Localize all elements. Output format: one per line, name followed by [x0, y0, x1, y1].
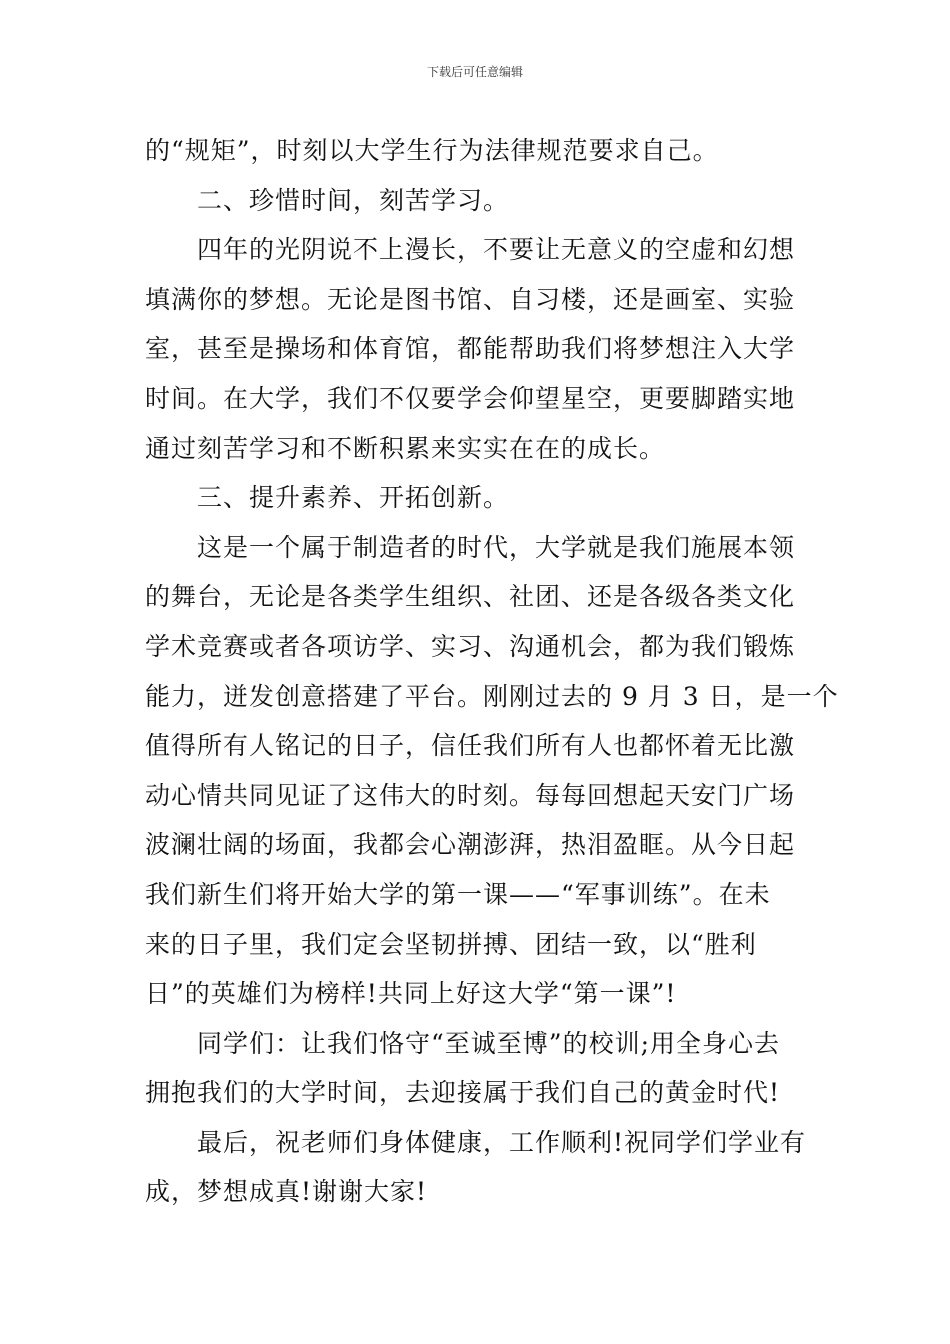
page-header-note: 下载后可任意编辑 — [426, 65, 523, 79]
text-line: 的舞台，无论是各类学生组织、社团、还是各级各类文化 — [145, 582, 796, 612]
text-line: 通过刻苦学习和不断积累来实实在在的成长。 — [145, 433, 666, 463]
text-line: 来的日子里，我们定会坚韧拼搏、团结一致，以“胜利 — [145, 929, 757, 959]
text-line: 我们新生们将开始大学的第一课——“军事训练”。在未 — [145, 879, 771, 909]
text-line: 室，甚至是操场和体育馆，都能帮助我们将梦想注入大学 — [145, 334, 796, 364]
text-line: 拥抱我们的大学时间，去迎接属于我们自己的黄金时代! — [145, 1078, 781, 1108]
text-line: 这是一个属于制造者的时代，大学就是我们施展本领 — [197, 532, 796, 562]
text-line: 动心情共同见证了这伟大的时刻。每每回想起天安门广场 — [145, 780, 796, 810]
section-heading: 三、提升素养、开拓创新。 — [197, 483, 510, 513]
text-line: 同学们：让我们恪守“至诚至博”的校训;用全身心去 — [197, 1028, 780, 1058]
text-line: 能力，迸发创意搭建了平台。刚刚过去的 9 月 3 日，是一个 — [145, 681, 839, 711]
document-body — [145, 126, 839, 1217]
text-line: 时间。在大学，我们不仅要学会仰望星空，更要脚踏实地 — [145, 383, 796, 413]
text-line: 成，梦想成真!谢谢大家! — [145, 1177, 428, 1207]
text-line: 日”的英雄们为榜样!共同上好这大学“第一课”! — [145, 979, 677, 1009]
section-heading: 二、珍惜时间，刻苦学习。 — [197, 185, 510, 215]
text-line: 最后，祝老师们身体健康，工作顺利!祝同学们学业有 — [197, 1127, 807, 1157]
text-line: 学术竞赛或者各项访学、实习、沟通机会，都为我们锻炼 — [145, 631, 796, 661]
text-line: 四年的光阴说不上漫长，不要让无意义的空虚和幻想 — [197, 235, 796, 265]
text-line: 填满你的梦想。无论是图书馆、自习楼，还是画室、实验 — [145, 284, 796, 314]
text-line: 值得所有人铭记的日子，信任我们所有人也都怀着无比激 — [145, 731, 796, 761]
text-line: 的“规矩”，时刻以大学生行为法律规范要求自己。 — [145, 136, 719, 165]
text-line: 波澜壮阔的场面，我都会心潮澎湃，热泪盈眶。从今日起 — [145, 830, 796, 860]
